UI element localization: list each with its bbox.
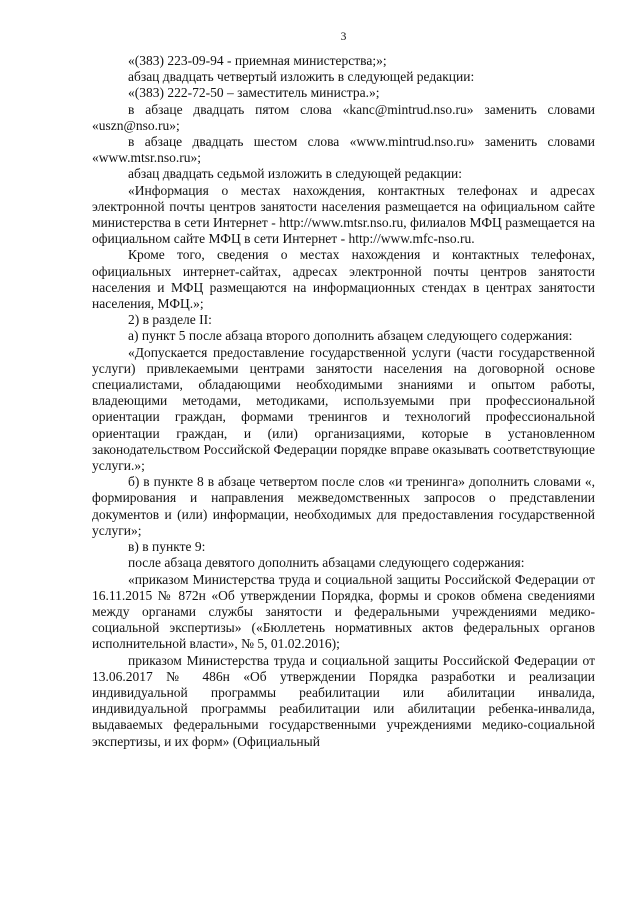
paragraph: абзац двадцать четвертый изложить в следующей редакции: bbox=[128, 69, 475, 85]
document-page bbox=[92, 30, 595, 750]
paragraph: а) пункт 5 после абзаца второго дополнить абзацем следующего содержания: bbox=[128, 328, 573, 344]
paragraph: Кроме того, сведения о местах нахождения и контактных телефонах, официальных интернет-сайтах, адресах электронной почты центров занятости населения и МФЦ размещаются на информационных стендах в центрах занятости населения, МФЦ.»; bbox=[92, 247, 595, 312]
paragraph: «(383) 222-72-50 – заместитель министра.»; bbox=[128, 85, 380, 101]
paragraph: «Информация о местах нахождения, контактных телефонах и адресах электронной почты центров занятости населения размещается на официальном сайте министерства в сети Интернет - http://www.mtsr.nso.ru, филиалов МФЦ размещается на официальном сайте МФЦ в сети Интернет - http://www.mfc-nso.ru. bbox=[92, 182, 595, 247]
paragraph: «Допускается предоставление государственной услуги (части государственной услуги) привлекаемыми центрами занятости населения на договорной основе специалистами, обладающими необходимыми знаниями и опытом работы, владеющими методами, методиками, используемыми при профессиональной ориентации граждан, формами тренингов и технологий профессиональной ориентации граждан, и (или) организациями, которые в установленном законодательством Российской Федерации порядке вправе оказывать соответствующие услуги.»; bbox=[92, 344, 595, 474]
paragraph: б) в пункте 8 в абзаце четвертом после слов «и тренинга» дополнить словами «, формирования и направления межведомственных запросов о представлении документов и (или) информации, необходимых для предоставления государственной услуги»; bbox=[92, 474, 595, 538]
page-number: 3 bbox=[340, 31, 347, 43]
paragraph: в абзаце двадцать шестом слова «www.mintrud.nso.ru» заменить словами «www.mtsr.nso.ru»; bbox=[92, 134, 595, 166]
paragraph: после абзаца девятого дополнить абзацами следующего содержания: bbox=[128, 555, 525, 571]
paragraph: 2) в разделе II: bbox=[128, 312, 212, 328]
paragraph: «приказом Министерства труда и социальной защиты Российской Федерации от 16.11.2015 № 872н «Об утверждении Порядка, формы и сроков обмена сведениями между органами службы занятости и федеральными учреждениями медико-социальной экспертизы» («Бюллетень нормативных актов федеральных органов исполнительной власти», № 5, 01.02.2016); bbox=[92, 571, 595, 652]
paragraph: в абзаце двадцать пятом слова «kanc@mintrud.nso.ru» заменить словами «uszn@nso.ru»; bbox=[92, 101, 595, 133]
paragraph: «(383) 223-09-94 - приемная министерства;»; bbox=[128, 53, 387, 68]
paragraph: в) в пункте 9: bbox=[128, 539, 206, 555]
paragraph: абзац двадцать седьмой изложить в следующей редакции: bbox=[128, 166, 462, 182]
paragraph: приказом Министерства труда и социальной защиты Российской Федерации от 13.06.2017 № 486н «Об утверждении Порядка разработки и реализации индивидуальной программы реабилитации или абилитации инвалида, индивидуальной программы реабилитации или абилитации ребенка-инвалида, выдаваемых федеральными государственными учреждениями медико-социальной экспертизы, и их форм» (Официальный bbox=[92, 652, 595, 749]
